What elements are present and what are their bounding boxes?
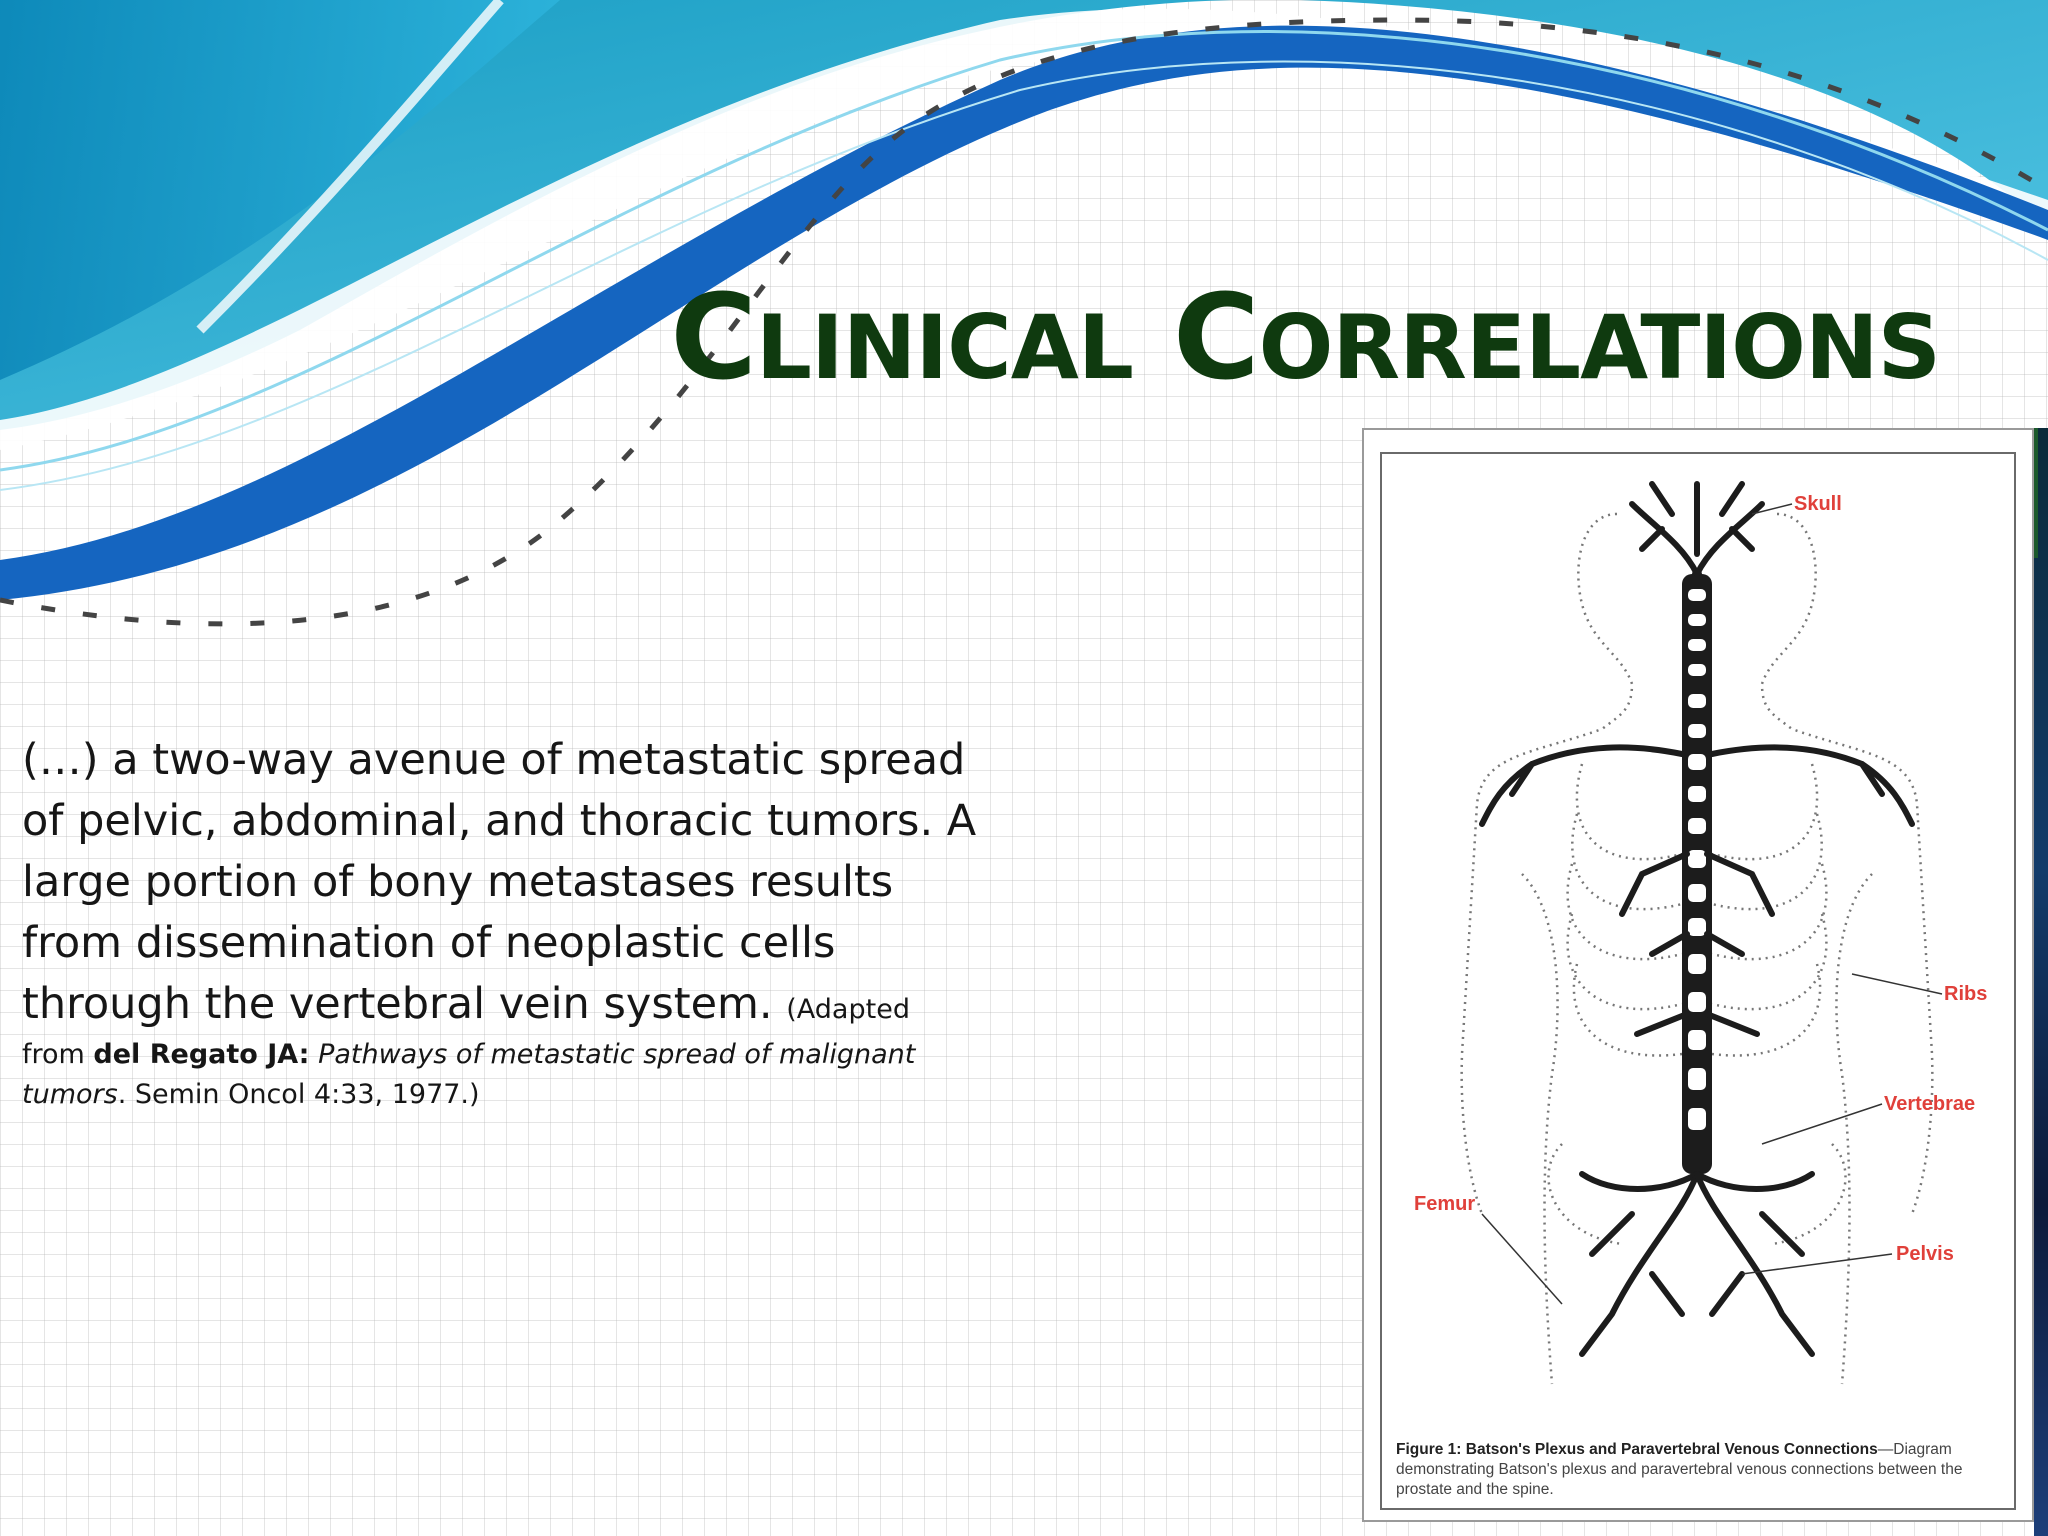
citation-title: Pathways of metastatic spread of malignant tumors: [22, 1039, 916, 1110]
label-ribs: Ribs: [1944, 983, 1988, 1005]
title-rest-correlations: ORRELATIONS: [1258, 296, 1940, 399]
label-femur: Femur: [1414, 1193, 1476, 1215]
label-skull: Skull: [1794, 493, 1842, 515]
caption-title: Figure 1: Batson's Plexus and Paravertebral Venous Connections: [1396, 1441, 1878, 1458]
figure-frame: [1362, 428, 2034, 1522]
batson-plexus-diagram: [1382, 454, 2014, 1414]
title-initial-clinical: C: [670, 268, 756, 406]
title-rest-clinical: LINICAL: [755, 296, 1133, 399]
figure-caption: [1396, 1440, 2006, 1500]
label-vertebrae: Vertebrae: [1884, 1093, 1976, 1115]
citation-open: (Adapted: [786, 994, 910, 1025]
title-initial-correlations: C: [1172, 268, 1259, 406]
slide-title: [670, 268, 1940, 406]
citation: [22, 1035, 982, 1115]
citation-from: from: [22, 1039, 94, 1070]
label-pelvis: Pelvis: [1896, 1243, 1954, 1265]
caption-text: —Diagram demonstrating Batson's plexus and paravertebral venous connections between the prostate and the spine.: [1396, 1441, 1963, 1498]
body-text: [22, 730, 982, 1115]
citation-author: del Regato JA:: [93, 1039, 310, 1070]
main-quote: (…) a two-way avenue of metastatic spread of pelvic, abdominal, and thoracic tumors. A large portion of bony metastases results from dissemination of neoplastic cells through the vertebral vein system.: [22, 735, 977, 1029]
figure-batson-plexus: [1380, 452, 2016, 1510]
citation-rest: . Semin Oncol 4:33, 1977.): [117, 1079, 480, 1110]
adjacent-image-edge: [2034, 428, 2048, 1536]
